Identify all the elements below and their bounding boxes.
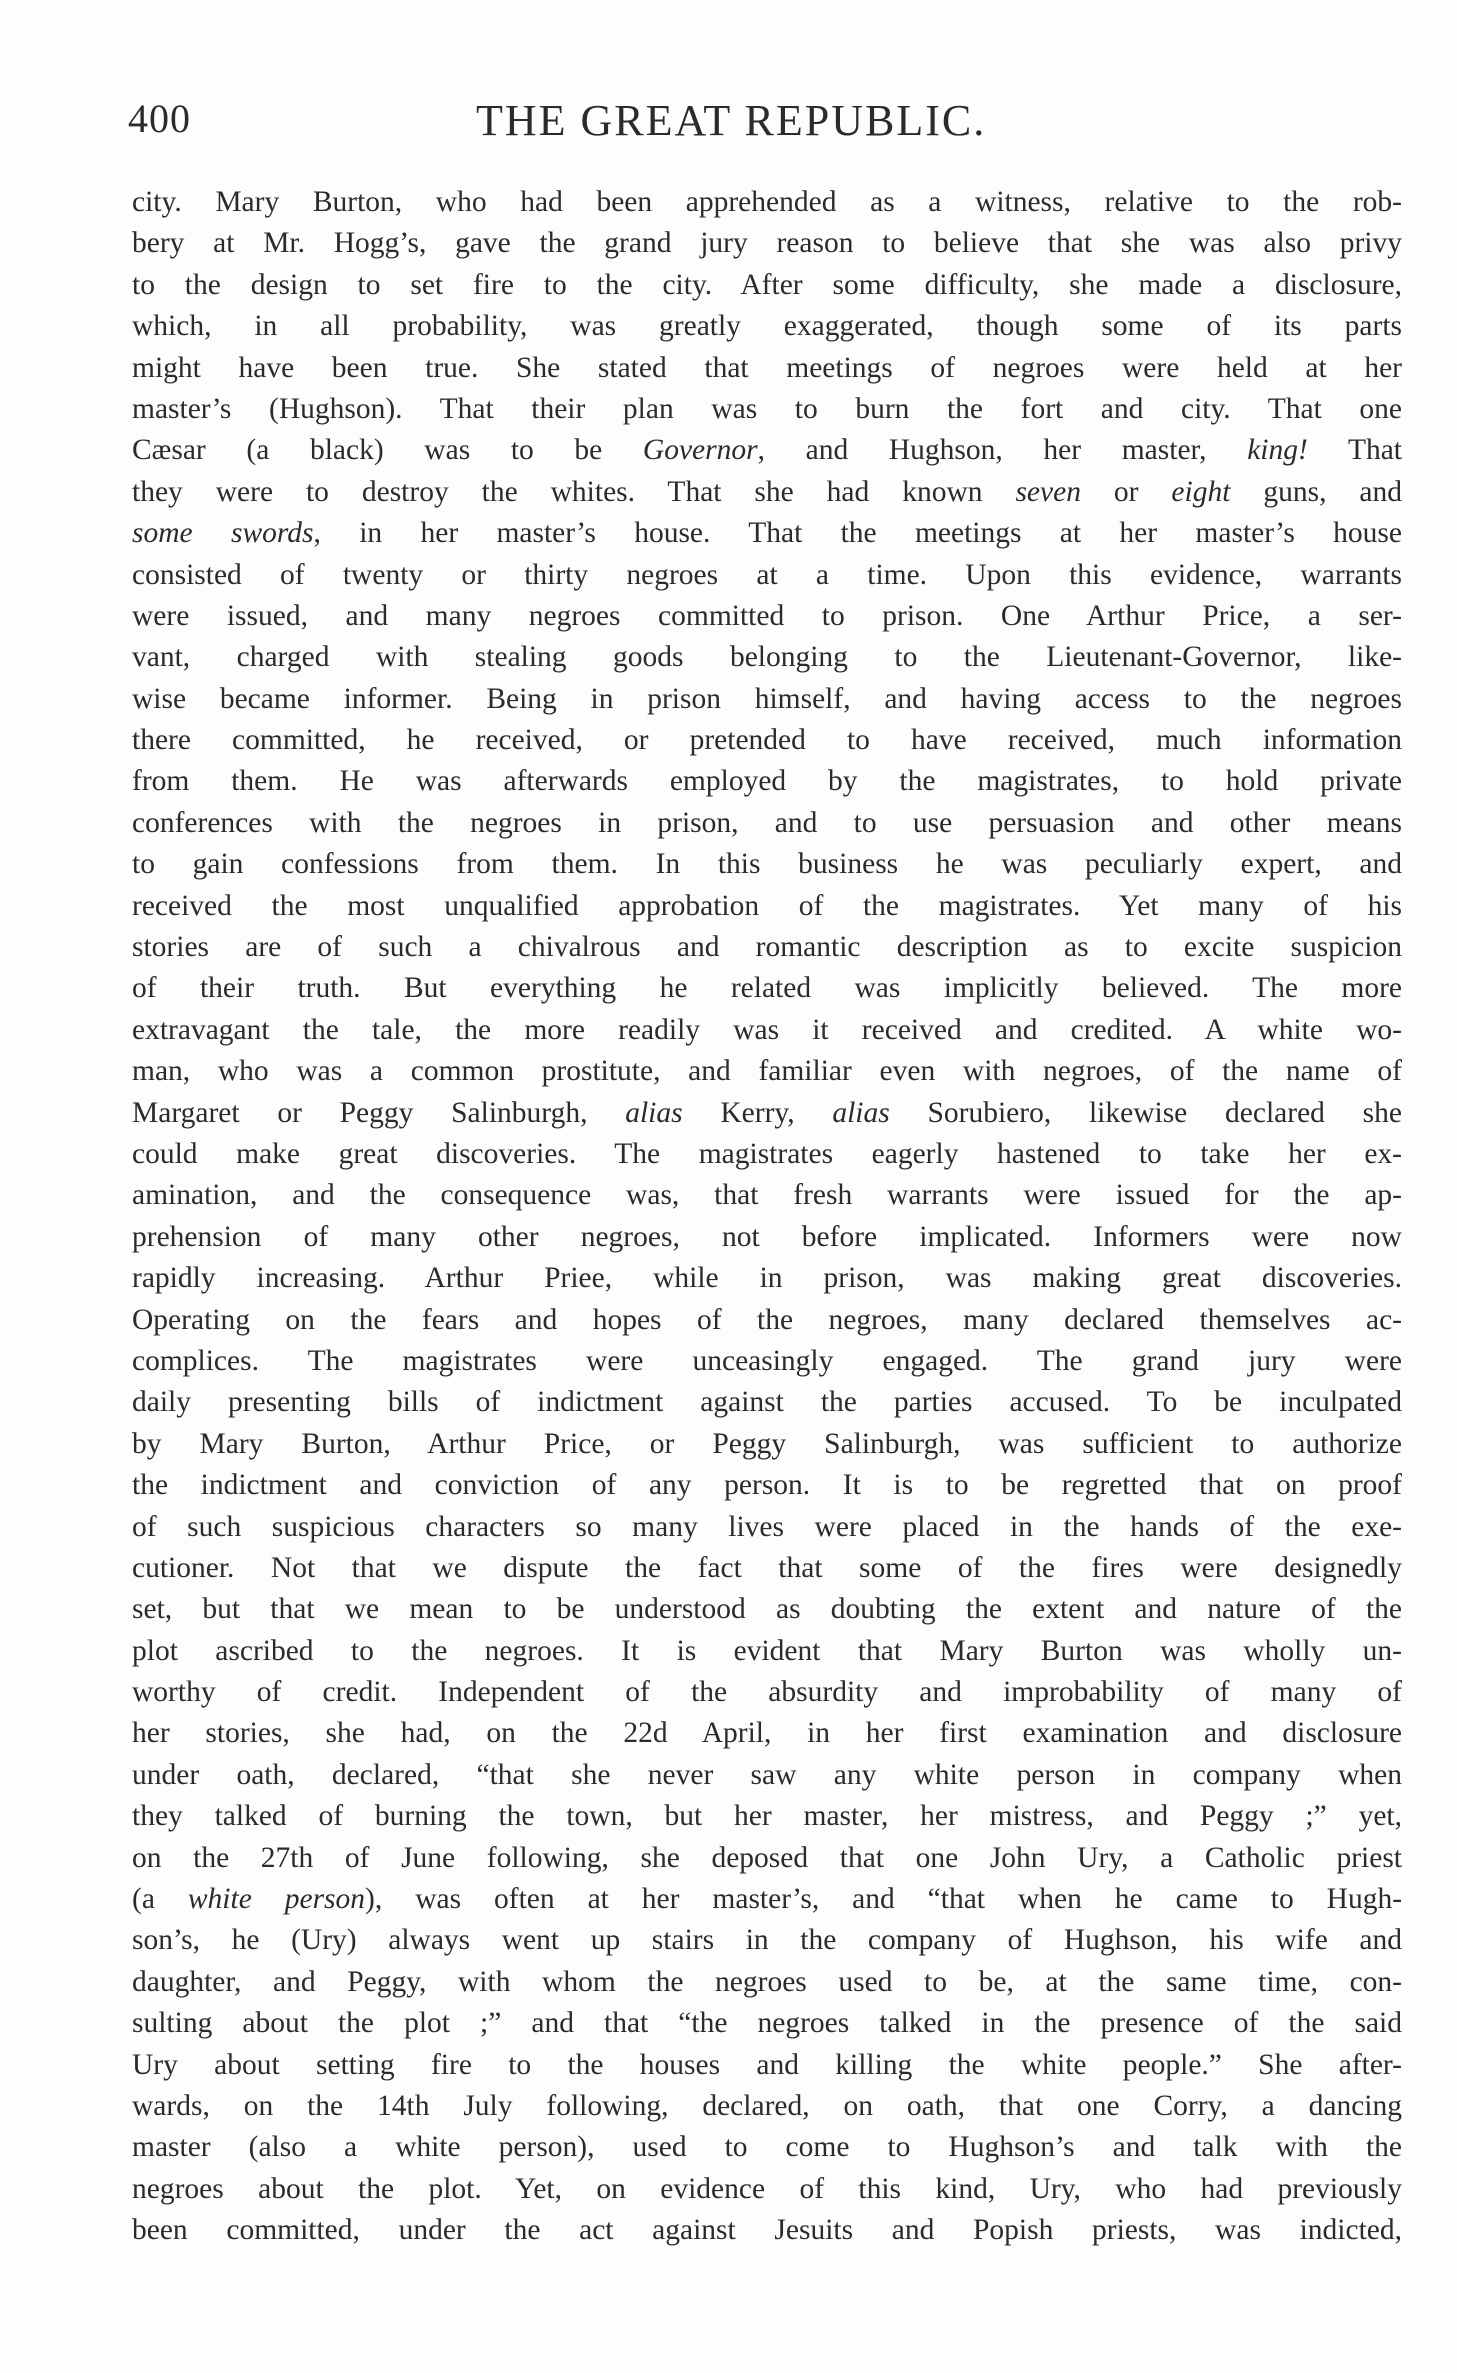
text-line — [132, 1134, 1402, 1175]
text-run: there committed, he received, or pretended to have received, much information — [132, 724, 1402, 757]
text-line — [132, 1217, 1402, 1258]
text-line — [132, 2045, 1402, 2086]
text-line — [132, 1713, 1402, 1754]
text-run: extravagant the tale, the more readily was it received and credited. A white wo- — [132, 1013, 1402, 1046]
text-run: by Mary Burton, Arthur Price, or Peggy Salinburgh, was sufficient to authorize — [132, 1427, 1402, 1460]
text-run: which, in all probability, was greatly exaggerated, though some of its parts — [132, 310, 1402, 343]
text-run: wise became informer. Being in prison himself, and having access to the negroes — [132, 682, 1402, 715]
text-run: prehension of many other negroes, not before implicated. Informers were now — [132, 1220, 1402, 1253]
text-run: from them. He was afterwards employed by the magistrates, to hold private — [132, 765, 1402, 798]
text-run: received the most unqualified approbation of the magistrates. Yet many of his — [132, 889, 1402, 922]
text-run: could make great discoveries. The magistrates eagerly hastened to take her ex- — [132, 1137, 1402, 1170]
text-run: her stories, she had, on the 22d April, in her first examination and disclosure — [132, 1717, 1402, 1750]
text-line — [132, 1631, 1402, 1672]
text-line — [132, 1093, 1402, 1134]
text-line — [132, 430, 1402, 471]
text-line — [132, 761, 1402, 802]
text-line — [132, 968, 1402, 1009]
text-line — [132, 927, 1402, 968]
text-run: set, but that we mean to be understood as doubting the extent and nature of the — [132, 1593, 1402, 1626]
text-run: son’s, he (Ury) always went up stairs in the company of Hughson, his wife and — [132, 1924, 1402, 1957]
text-run: been committed, under the act against Jesuits and Popish priests, was indicted, — [132, 2214, 1402, 2247]
text-run: under oath, declared, “that she never saw any white person in company when — [132, 1758, 1402, 1791]
text-run: wards, on the 14th July following, declared, on oath, that one Corry, a dancing — [132, 2089, 1402, 2122]
text-line — [132, 803, 1402, 844]
text-run: Cæsar (a black) was to be — [132, 434, 643, 467]
text-line — [132, 2086, 1402, 2127]
text-line — [132, 2003, 1402, 2044]
text-run: master (also a white person), used to come to Hughson’s and talk with the — [132, 2131, 1402, 2164]
text-line — [132, 637, 1402, 678]
text-run: they were to destroy the whites. That she had known — [132, 475, 1016, 508]
text-line — [132, 1796, 1402, 1837]
text-run: to the design to set fire to the city. After some difficulty, she made a disclosure, — [132, 268, 1402, 301]
text-run: rapidly increasing. Arthur Priee, while in prison, was making great discoveries. — [132, 1262, 1402, 1295]
text-run: or — [1080, 475, 1172, 508]
running-title: THE GREAT REPUBLIC. — [476, 96, 987, 145]
running-head — [128, 95, 1408, 155]
text-run: city. Mary Burton, who had been apprehended as a witness, relative to the rob- — [132, 186, 1402, 218]
text-line — [132, 472, 1402, 513]
italic-text: Governor — [642, 434, 758, 467]
text-run: bery at Mr. Hogg’s, gave the grand jury reason to believe that she was also privy — [132, 227, 1402, 260]
text-line — [132, 1341, 1402, 1382]
text-run: the indictment and conviction of any person. It is to be regretted that on proof — [132, 1469, 1402, 1502]
text-run: consisted of twenty or thirty negroes at a time. Upon this evidence, warrants — [132, 558, 1402, 591]
italic-text: king! — [1247, 434, 1308, 467]
text-line — [132, 223, 1402, 264]
text-line — [132, 348, 1402, 389]
text-line — [132, 1300, 1402, 1341]
text-run: they talked of burning the town, but her master, her mistress, and Peggy ;” yet, — [132, 1800, 1402, 1833]
text-run: Operating on the fears and hopes of the negroes, many declared themselves ac- — [132, 1303, 1402, 1336]
text-run: stories are of such a chivalrous and romantic description as to excite suspicion — [132, 931, 1402, 964]
text-run: (a — [132, 1883, 188, 1916]
text-line — [132, 2169, 1402, 2210]
text-line — [132, 1051, 1402, 1092]
text-line — [132, 2127, 1402, 2168]
text-line — [132, 1838, 1402, 1879]
text-run: plot ascribed to the negroes. It is evident that Mary Burton was wholly un- — [132, 1634, 1402, 1667]
text-run: Margaret or Peggy Salinburgh, — [132, 1096, 626, 1129]
text-line — [132, 2210, 1402, 2251]
text-run: amination, and the consequence was, that fresh warrants were issued for the ap- — [132, 1179, 1402, 1212]
text-line — [132, 1175, 1402, 1216]
text-line — [132, 1589, 1402, 1630]
text-run: , in her master’s house. That the meetings at her master’s house — [313, 517, 1402, 550]
text-run: were issued, and many negroes committed to prison. One Arthur Price, a ser- — [132, 599, 1402, 632]
italic-text: some swords — [132, 517, 314, 550]
text-run: of their truth. But everything he related was implicitly believed. The more — [132, 972, 1402, 1005]
text-run: worthy of credit. Independent of the absurdity and improbability of many of — [132, 1676, 1402, 1709]
italic-text: alias — [832, 1096, 890, 1129]
italic-text: seven — [1015, 475, 1081, 508]
text-run: guns, and — [1230, 475, 1402, 508]
text-run: daily presenting bills of indictment against the parties accused. To be inculpated — [132, 1386, 1402, 1419]
page-number: 400 — [128, 96, 191, 141]
text-line — [132, 1755, 1402, 1796]
text-run: on the 27th of June following, she deposed that one John Ury, a Catholic priest — [132, 1841, 1402, 1874]
text-line — [132, 679, 1402, 720]
text-line — [132, 1879, 1402, 1920]
text-run: Kerry, — [682, 1096, 833, 1129]
text-line — [132, 1672, 1402, 1713]
text-line — [132, 513, 1402, 554]
text-line — [132, 1507, 1402, 1548]
text-run: to gain confessions from them. In this business he was peculiarly expert, and — [132, 848, 1402, 881]
italic-text: alias — [625, 1096, 683, 1129]
text-line — [132, 265, 1402, 306]
text-run: might have been true. She stated that meetings of negroes were held at her — [132, 351, 1402, 384]
text-run: man, who was a common prostitute, and familiar even with negroes, of the name of — [132, 1055, 1402, 1088]
text-run: Ury about setting fire to the houses and killing the white people.” She after- — [132, 2048, 1402, 2081]
text-run: conferences with the negroes in prison, and to use persuasion and other means — [132, 806, 1402, 839]
text-run: of such suspicious characters so many lives were placed in the hands of the exe- — [132, 1510, 1402, 1543]
text-run: ), was often at her master’s, and “that when he came to Hugh- — [365, 1883, 1403, 1916]
text-run: daughter, and Peggy, with whom the negroes used to be, at the same time, con- — [132, 1965, 1402, 1998]
text-line — [132, 306, 1402, 347]
text-line — [132, 1258, 1402, 1299]
text-run: cutioner. Not that we dispute the fact that some of the fires were designedly — [132, 1551, 1402, 1584]
text-run: vant, charged with stealing goods belonging to the Lieutenant-Governor, like- — [132, 641, 1402, 674]
text-run: negroes about the plot. Yet, on evidence of this kind, Ury, who had previously — [132, 2172, 1402, 2205]
text-line — [132, 1010, 1402, 1051]
text-line — [132, 182, 1402, 223]
text-run: master’s (Hughson). That their plan was to burn the fort and city. That one — [132, 392, 1402, 425]
text-run: , and Hughson, her master, — [757, 434, 1248, 467]
italic-text: eight — [1171, 475, 1231, 508]
body-text — [132, 182, 1402, 2252]
text-line — [132, 1920, 1402, 1961]
text-line — [132, 1548, 1402, 1589]
text-line — [132, 1382, 1402, 1423]
text-line — [132, 389, 1402, 430]
text-run: Sorubiero, likewise declared she — [889, 1096, 1402, 1129]
text-run: complices. The magistrates were unceasingly engaged. The grand jury were — [132, 1344, 1402, 1377]
text-line — [132, 886, 1402, 927]
text-line — [132, 596, 1402, 637]
text-line — [132, 720, 1402, 761]
text-line — [132, 1962, 1402, 2003]
italic-text: white person — [187, 1883, 366, 1916]
text-line — [132, 555, 1402, 596]
text-line — [132, 844, 1402, 885]
text-line — [132, 1465, 1402, 1506]
text-run: That — [1307, 434, 1402, 467]
text-run: sulting about the plot ;” and that “the negroes talked in the presence of the said — [132, 2007, 1402, 2040]
text-line — [132, 1424, 1402, 1465]
